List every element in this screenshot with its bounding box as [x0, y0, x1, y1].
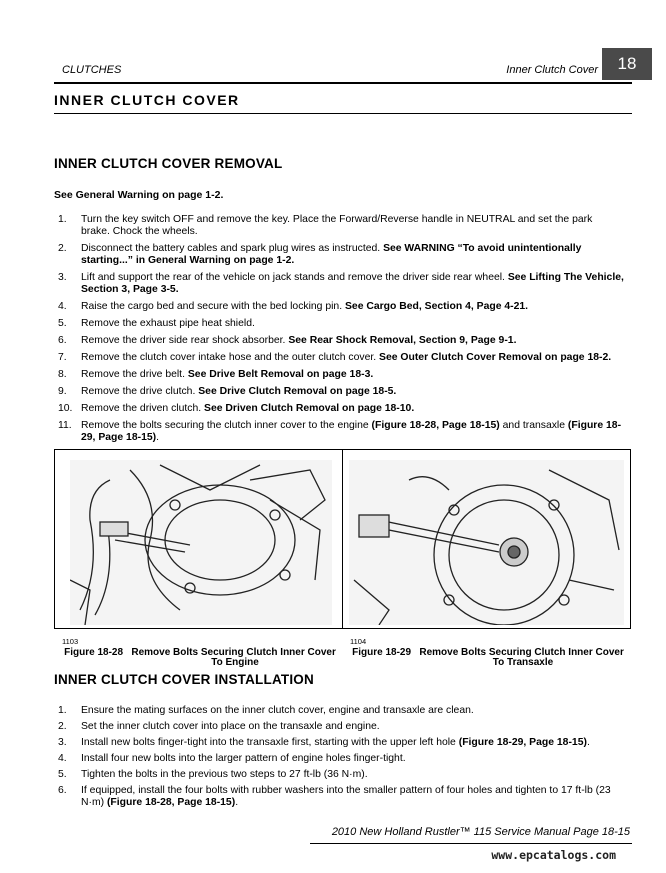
step-item	[54, 386, 624, 398]
step-number: 1.	[58, 705, 67, 716]
step-number: 8.	[58, 369, 67, 380]
step-item	[54, 705, 624, 717]
step-item	[54, 352, 624, 364]
step-item	[54, 335, 624, 347]
step-number: 7.	[58, 352, 67, 363]
step-text: Install four new bolts into the larger pattern of engine holes finger-tight.	[81, 753, 406, 764]
figure-label: Figure 18-29	[352, 647, 412, 658]
step-number: 5.	[58, 769, 67, 780]
step-item	[54, 769, 624, 781]
step-item	[54, 301, 624, 313]
figure-caption-line2: To Engine	[211, 657, 259, 668]
step-text: If equipped, install the four bolts with rubber washers into the smaller pattern of four holes and tighten to 17 ft-lb (23 N·m) (Figure 18-28, Page 18-15).	[81, 785, 611, 808]
general-warning: See General Warning on page 1-2.	[54, 189, 224, 201]
step-text: Remove the bolts securing the clutch inner cover to the engine (Figure 18-28, Page 18-15) and transaxle (Figure 18-29, Page 18-15).	[81, 420, 622, 443]
step-number: 9.	[58, 386, 67, 397]
step-item	[54, 420, 624, 444]
figure-caption-line1: Remove Bolts Securing Clutch Inner Cover	[419, 647, 624, 658]
step-item	[54, 753, 624, 765]
header-topic: Inner Clutch Cover	[506, 64, 598, 76]
section-tab: 18	[602, 48, 652, 80]
figure-divider	[342, 449, 343, 629]
figure-caption-18-29	[350, 648, 626, 668]
step-number: 1.	[58, 214, 67, 225]
step-text: Install new bolts finger-tight into the transaxle first, starting with the upper left hole (Figure 18-29, Page 18-15).	[81, 737, 590, 748]
step-text: Remove the drive clutch. See Drive Clutch Removal on page 18-5.	[81, 386, 397, 397]
step-item	[54, 272, 624, 296]
step-text: Disconnect the battery cables and spark plug wires as instructed. See WARNING “To avoid unintentionally starting...” in General Warning on page 1-2.	[81, 243, 582, 266]
step-number: 11.	[58, 420, 72, 431]
step-number: 6.	[58, 335, 67, 346]
step-number: 10.	[58, 403, 73, 414]
installation-heading: INNER CLUTCH COVER INSTALLATION	[54, 672, 314, 687]
step-item	[54, 785, 624, 809]
figure-caption-line1: Remove Bolts Securing Clutch Inner Cover	[131, 647, 336, 658]
header-section-name: CLUTCHES	[62, 64, 122, 76]
removal-heading: INNER CLUTCH COVER REMOVAL	[54, 156, 283, 171]
watermark: www.epcatalogs.com	[491, 848, 616, 862]
step-text: Lift and support the rear of the vehicle on jack stands and remove the driver side rear wheel. See Lifting The Vehicle, Section 3, Page 3-5.	[81, 272, 624, 295]
footer-text: 2010 New Holland Rustler™ 115 Service Manual Page 18-15	[331, 826, 630, 838]
step-item	[54, 403, 624, 415]
step-number: 2.	[58, 243, 67, 254]
figure-image-transaxle	[349, 460, 624, 625]
step-item	[54, 737, 624, 749]
title-rule	[54, 113, 632, 114]
step-text: Remove the exhaust pipe heat shield.	[81, 318, 255, 329]
footer-rule	[310, 843, 632, 844]
step-item	[54, 243, 624, 267]
step-number: 4.	[58, 753, 67, 764]
step-text: Turn the key switch OFF and remove the key. Place the Forward/Reverse handle in NEUTRAL and set the park brake. Chock the wheels.	[81, 214, 593, 237]
step-number: 2.	[58, 721, 67, 732]
page-title: INNER CLUTCH COVER	[54, 92, 240, 108]
step-number: 3.	[58, 272, 67, 283]
step-text: Tighten the bolts in the previous two steps to 27 ft-lb (36 N·m).	[81, 769, 368, 780]
step-text: Remove the driven clutch. See Driven Clutch Removal on page 18-10.	[81, 403, 415, 414]
step-text: Set the inner clutch cover into place on the transaxle and engine.	[81, 721, 380, 732]
step-number: 6.	[58, 785, 67, 796]
figure-caption-18-28	[62, 648, 338, 668]
figure-label: Figure 18-28	[64, 647, 124, 658]
figure-image-engine	[70, 460, 332, 625]
step-text: Remove the drive belt. See Drive Belt Removal on page 18-3.	[81, 369, 374, 380]
header-rule	[54, 82, 632, 84]
step-item	[54, 318, 624, 330]
step-text: Ensure the mating surfaces on the inner clutch cover, engine and transaxle are clean.	[81, 705, 474, 716]
step-number: 5.	[58, 318, 67, 329]
step-text: Raise the cargo bed and secure with the bed locking pin. See Cargo Bed, Section 4, Page 4-21.	[81, 301, 529, 312]
step-number: 4.	[58, 301, 67, 312]
step-item	[54, 369, 624, 381]
step-item	[54, 214, 624, 238]
step-text: Remove the clutch cover intake hose and the outer clutch cover. See Outer Clutch Cover Removal on page 18-2.	[81, 352, 612, 363]
installation-steps-list	[54, 705, 624, 809]
step-number: 3.	[58, 737, 67, 748]
figure-id-1103: 1103	[62, 637, 79, 646]
figure-caption-line2: To Transaxle	[492, 657, 554, 668]
removal-steps-list	[54, 214, 624, 444]
figure-id-1104: 1104	[350, 637, 367, 646]
step-text: Remove the driver side rear shock absorber. See Rear Shock Removal, Section 9, Page 9-1.	[81, 335, 517, 346]
step-item	[54, 721, 624, 733]
